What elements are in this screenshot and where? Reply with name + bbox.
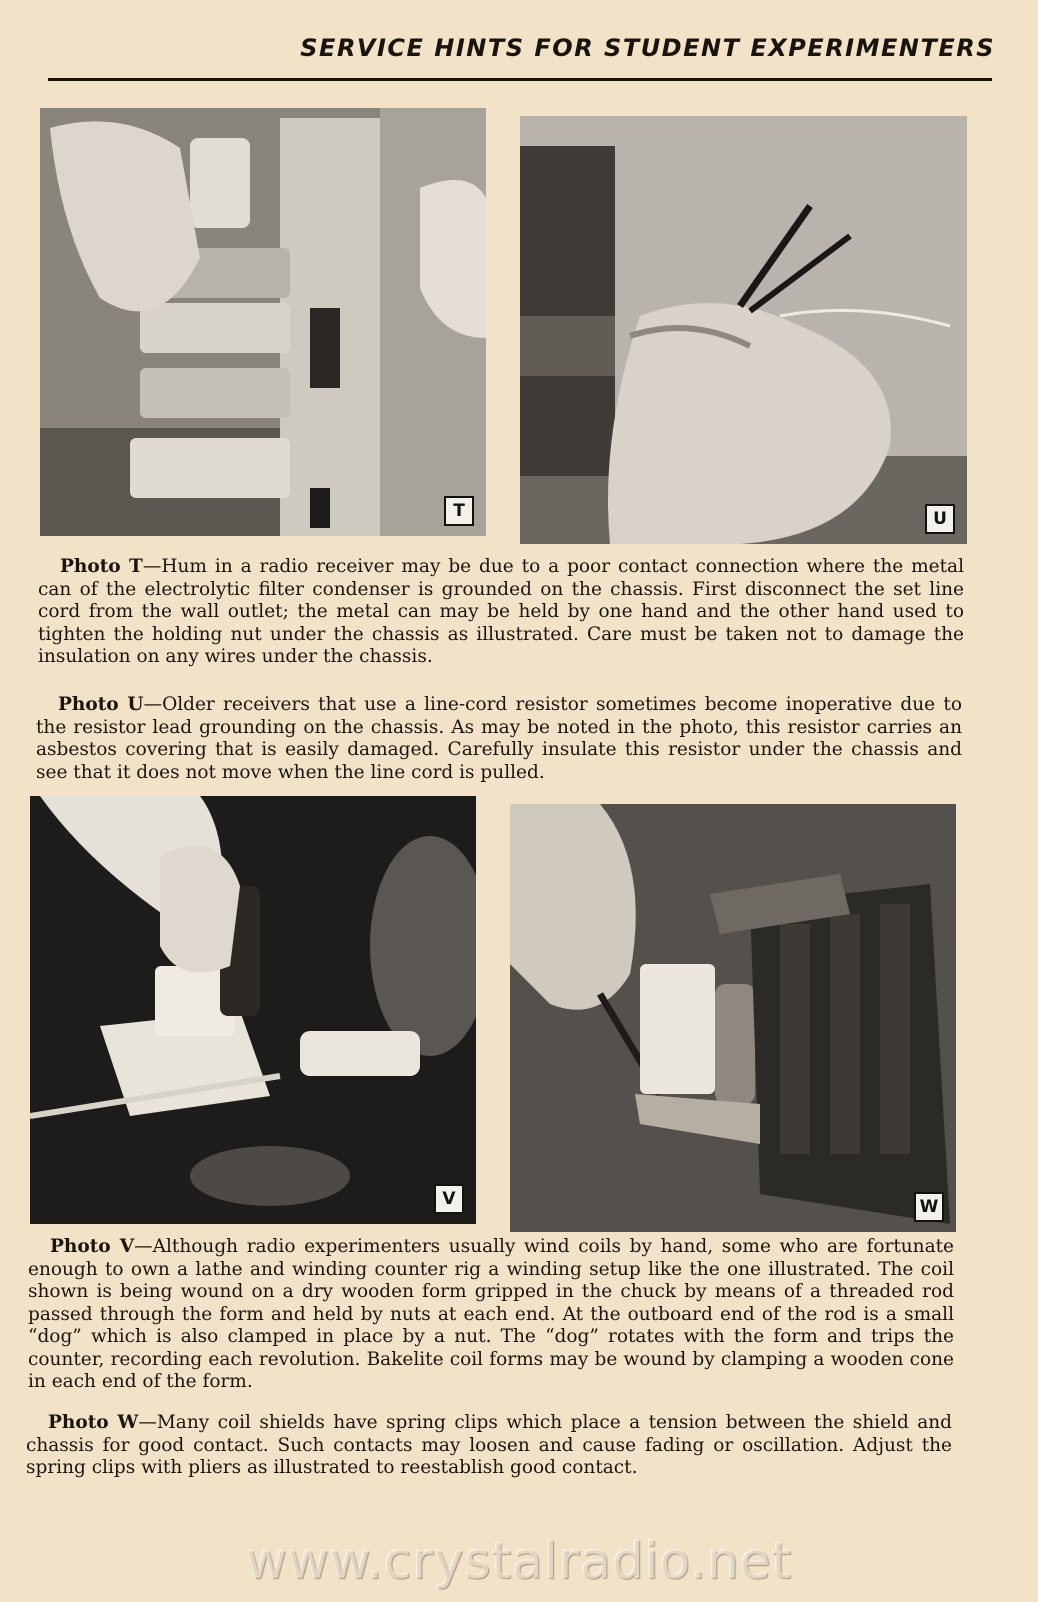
caption-v-text: —Although radio experimenters usually wind coils by hand, some who are fortunate enough to own a lathe and winding counter rig a winding setup like the one illustrated. The coil shown is being wound on a dry wooden form gripped in the chuck by means of a threaded rod passed through the form and held by nuts at each end. At the outboard end of the rod is a small “dog” which is also clamped in place by a nut. The “dog” rotates with the form and trips the counter, recording each revolution. Bakelite coil forms may be wound by clamping a wooden cone in each end of the form. [28, 1236, 954, 1392]
caption-v-label: Photo V [50, 1236, 135, 1257]
caption-t-text: —Hum in a radio receiver may be due to a poor contact connection where the metal can of the electrolytic filter condenser is grounded on the chassis. First disconnect the set line cord from the wall outlet; the metal can may be held by one hand and the other hand used to tighten the holding nut under the chassis as illustrated. Care must be taken not to damage the insulation on any wires under the chassis. [38, 556, 964, 667]
caption-w-label: Photo W [48, 1412, 139, 1433]
photo-v [30, 796, 476, 1224]
photo-w-image [510, 804, 956, 1232]
photo-t-label: T [444, 496, 474, 526]
caption-photo-v [28, 1236, 954, 1394]
caption-t-label: Photo T [60, 556, 143, 577]
caption-photo-w [26, 1412, 952, 1480]
photo-t-image [40, 108, 486, 536]
caption-u-text: —Older receivers that use a line-cord resistor sometimes become inoperative due to the resistor lead grounding on the chassis. As may be noted in the photo, this resistor carries an asbestos covering that is easily damaged. Carefully insulate this resistor under the chassis and see that it does not move when the line cord is pulled. [36, 694, 962, 783]
photo-w-label: W [914, 1192, 944, 1222]
caption-w-text: —Many coil shields have spring clips which place a tension between the shield and chassis for good contact. Such contacts may loosen and cause fading or oscillation. Adjust the spring clips with pliers as illustrated to reestablish good contact. [26, 1412, 952, 1478]
header-rule [48, 78, 992, 81]
watermark: www.crystalradio.net [245, 1532, 793, 1590]
photo-v-image [30, 796, 476, 1224]
page-title: SERVICE HINTS FOR STUDENT EXPERIMENTERS [300, 34, 995, 62]
caption-u-label: Photo U [58, 694, 144, 715]
photo-w [510, 804, 956, 1232]
caption-photo-t [38, 556, 964, 669]
photo-v-label: V [434, 1184, 464, 1214]
caption-photo-u [36, 694, 962, 784]
photo-u [520, 116, 967, 544]
photo-u-label: U [925, 504, 955, 534]
photo-t [40, 108, 486, 536]
photo-u-image [520, 116, 967, 544]
